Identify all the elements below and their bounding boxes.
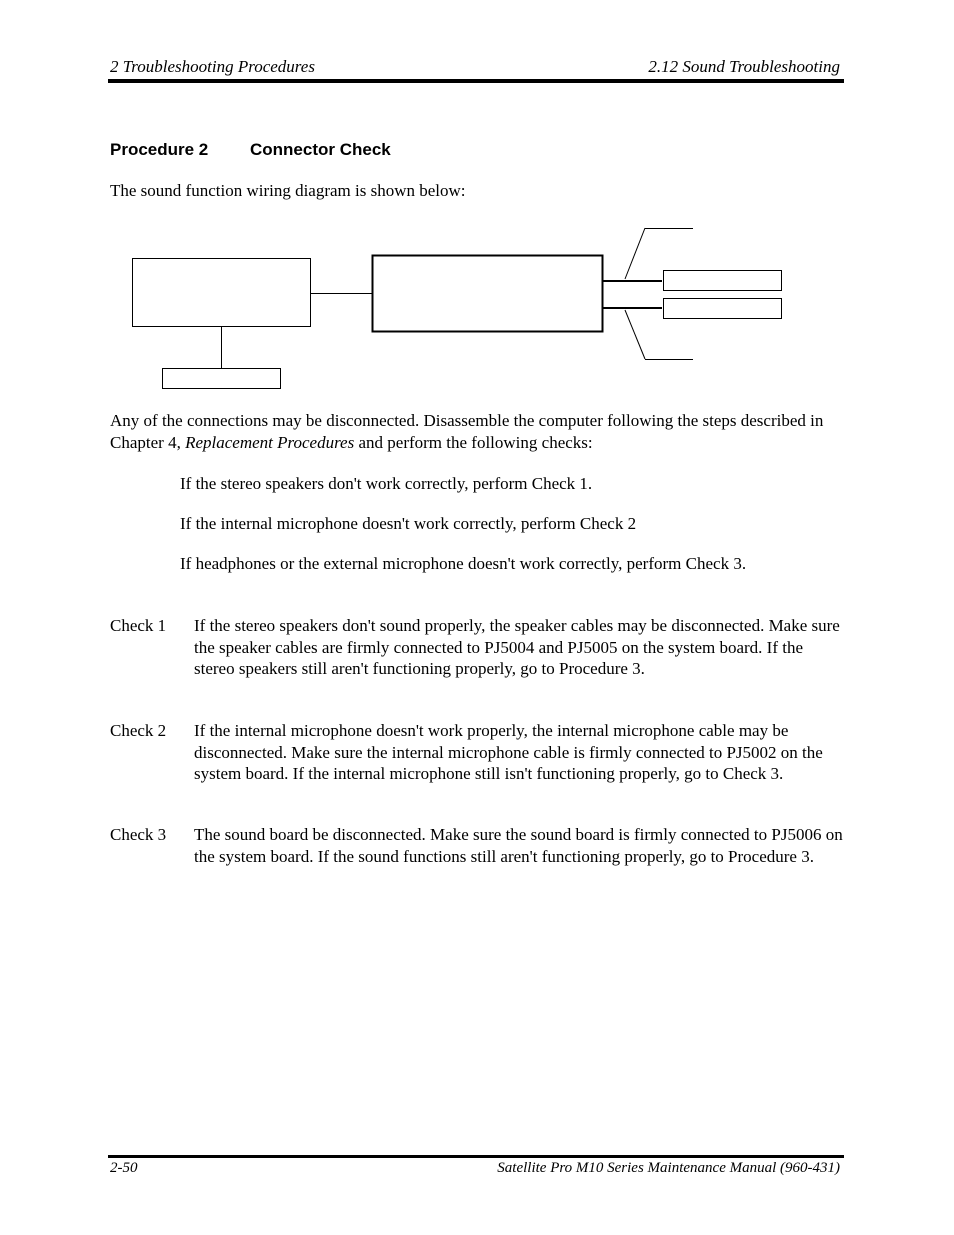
diagram-block-center xyxy=(373,256,603,332)
footer-rule xyxy=(108,1155,844,1158)
procedure-number: Procedure 2 xyxy=(110,140,209,159)
procedure-title: Connector Check xyxy=(250,140,391,159)
instructions-italic: Replacement Procedures xyxy=(185,432,355,452)
instructions-part1: Any of the connections may be disconnected. Disassemble the computer following the steps described in Chapter 4, xyxy=(110,411,824,452)
diagram-line-diag-up xyxy=(625,228,645,279)
header-chapter: 2 Troubleshooting Procedures xyxy=(110,57,315,76)
check-2-label: Check 2 xyxy=(110,721,167,740)
footer-manual-title: Satellite Pro M10 Series Maintenance Manual (960-431) xyxy=(497,1160,840,1176)
check-3-label: Check 3 xyxy=(110,825,167,844)
check-1-text: If the stereo speakers don't sound properly, the speaker cables may be disconnected. Make sure the speaker cables are firmly connected to PJ5004 and PJ5005 on the system board. If the stereo speakers still aren't functioning properly, go to Procedure 3. xyxy=(194,616,840,678)
footer-page-number: 2-50 xyxy=(110,1160,138,1176)
condition-2: If the internal microphone doesn't work correctly, perform Check 2 xyxy=(180,514,637,533)
wiring-diagram xyxy=(0,0,954,400)
diagram-block-right-2 xyxy=(664,299,782,319)
diagram-block-left xyxy=(133,259,311,327)
diagram-line-diag-down xyxy=(625,310,645,359)
diagram-block-right-1 xyxy=(664,271,782,291)
condition-3: If headphones or the external microphone doesn't work correctly, perform Check 3. xyxy=(180,554,747,573)
intro-text: The sound function wiring diagram is shown below: xyxy=(110,181,466,200)
check-1-label: Check 1 xyxy=(110,616,167,635)
condition-1: If the stereo speakers don't work correctly, perform Check 1. xyxy=(180,474,593,493)
instructions-part2: and perform the following checks: xyxy=(354,432,593,452)
check-2-text: If the internal microphone doesn't work properly, the internal microphone cable may be disconnected. Make sure the internal microphone cable is firmly connected to PJ5002 on the system board. If the internal microphone still isn't functioning properly, go to Check 3. xyxy=(194,721,823,783)
diagram-block-sub xyxy=(163,369,281,389)
instructions-paragraph xyxy=(110,410,845,453)
check-3-text: The sound board be disconnected. Make sure the sound board is firmly connected to PJ5006 on the system board. If the sound functions still aren't functioning properly, go to Procedure 3. xyxy=(194,825,843,866)
header-section: 2.12 Sound Troubleshooting xyxy=(648,57,840,76)
